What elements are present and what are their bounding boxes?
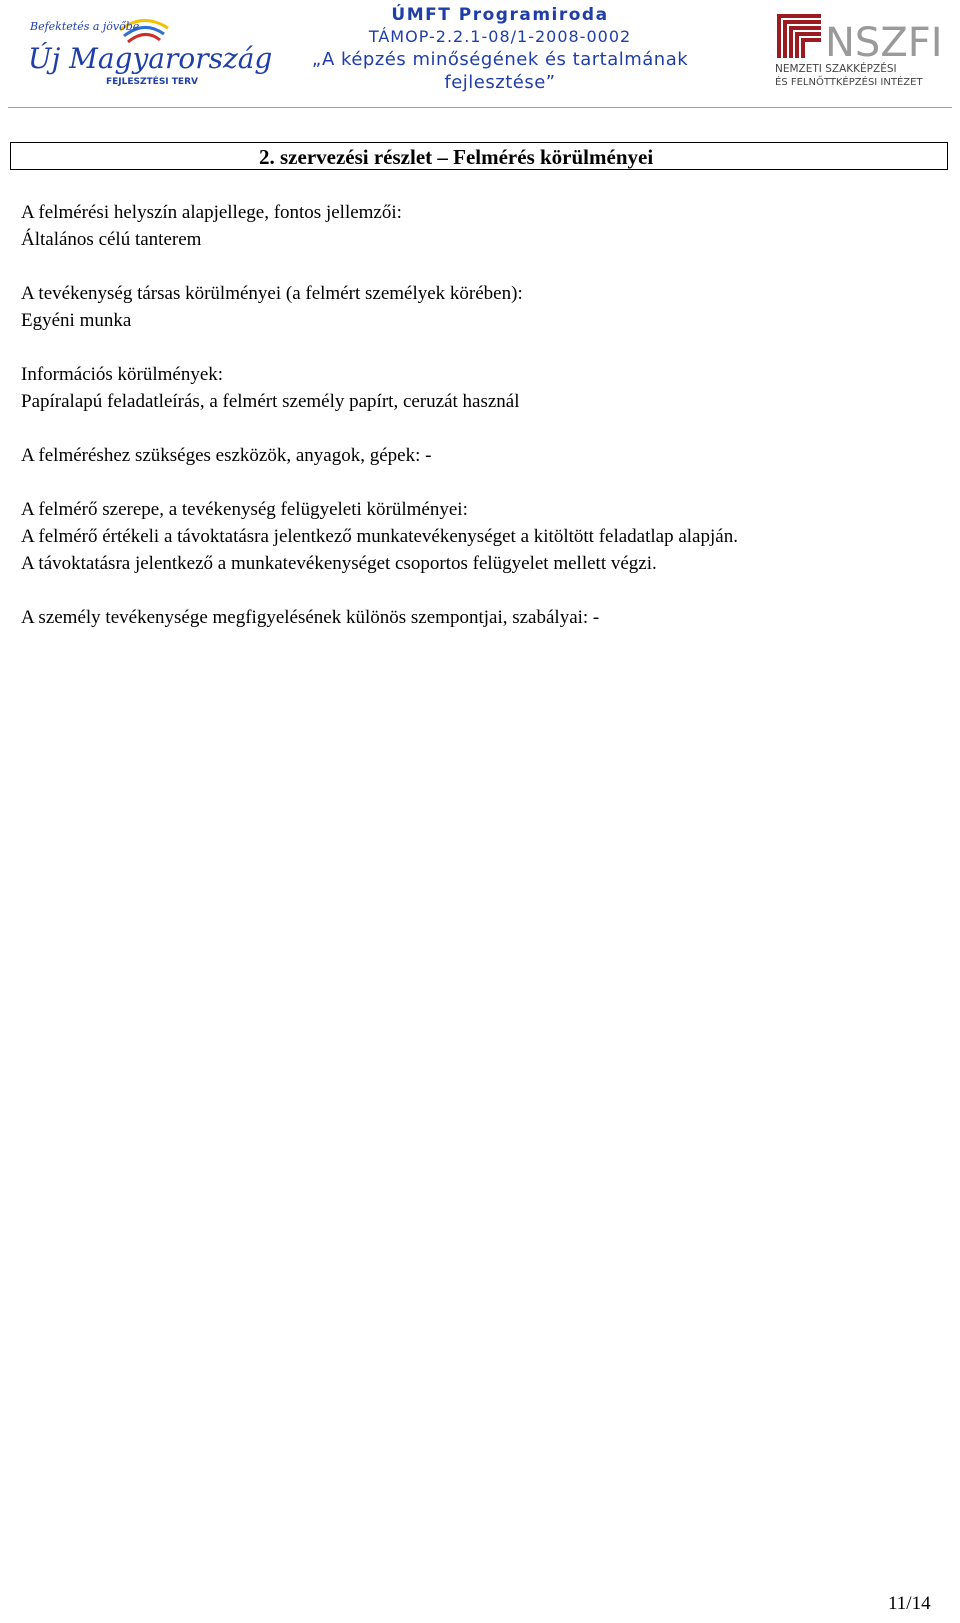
section-title-box [10,142,948,170]
text-block-information [21,361,951,415]
svg-text:NEMZETI SZAKKÉPZÉSI: NEMZETI SZAKKÉPZÉSI [775,63,897,75]
header-divider [8,107,952,108]
section-title: 2. szervezési részlet – Felmérés körülményei [259,145,654,169]
program-office: ÚMFT Programiroda [391,5,609,25]
text-line: A felmérő értékeli a távoktatásra jelentkező munkatevékenységet a kitöltött feladatlap alapján. [21,526,738,547]
text-block-supervision [21,496,951,577]
page-number: 11/14 [888,1593,931,1614]
project-title-line1: „A képzés minőségének és tartalmának [311,49,689,70]
svg-text:ÉS FELNŐTTKÉPZÉSI INTÉZET: ÉS FELNŐTTKÉPZÉSI INTÉZET [775,77,923,88]
text-block-observation [21,604,951,631]
uj-magyarorszag-logo [28,8,273,96]
text-line: A felmérési helyszín alapjellege, fontos jellemzői: [21,202,402,223]
page-header [0,0,960,110]
text-line: A tevékenység társas körülményei (a felmért személyek körében): [21,283,523,304]
text-line: Egyéni munka [21,310,132,331]
svg-text:FEJLESZTÉSI TERV: FEJLESZTÉSI TERV [106,77,198,87]
text-line: A felméréshez szükséges eszközök, anyagok, gépek: - [21,445,432,466]
project-header-text [290,0,710,94]
text-block-location [21,199,951,253]
text-line: Papíralapú feladatleírás, a felmért személy papírt, ceruzát használ [21,391,520,412]
document-body [21,199,951,658]
text-line: Információs körülmények: [21,364,224,385]
text-line: A személy tevékenysége megfigyelésének különös szempontjai, szabályai: - [21,607,600,628]
svg-text:NSZFI: NSZFI [825,20,943,66]
project-code: TÁMOP-2.2.1-08/1-2008-0002 [368,27,632,46]
text-line: A felmérő szerepe, a tevékenység felügyeleti körülményei: [21,499,468,520]
text-block-social [21,280,951,334]
text-line: A távoktatásra jelentkező a munkatevékenységet csoportos felügyelet mellett végzi. [21,553,657,574]
text-line: Általános célú tanterem [21,229,202,250]
nszfi-logo [775,12,950,88]
project-title-line2: fejlesztése” [444,72,556,93]
svg-text:Új Magyarország: Új Magyarország [28,42,273,75]
svg-text:Befektetés a jövőbe: Befektetés a jövőbe [30,20,140,33]
text-block-tools [21,442,951,469]
